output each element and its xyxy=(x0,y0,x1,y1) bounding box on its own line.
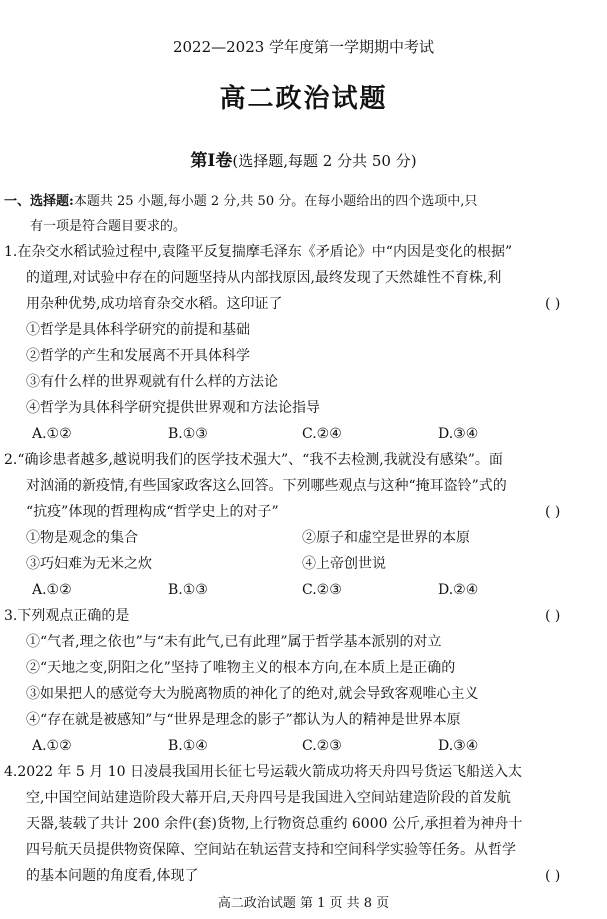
statement: ②哲学的产生和发展离不开具体科学 xyxy=(26,348,250,364)
question-text-line: 3.下列观点正确的是 xyxy=(4,608,130,624)
exam-subtitle: 2022—2023 学年度第一学期期中考试 xyxy=(172,38,435,56)
option-d: D.②④ xyxy=(438,582,479,598)
section-title: 第Ⅰ卷 xyxy=(190,151,233,171)
instruction-label: 一、选择题: xyxy=(4,194,74,209)
statement: ②原子和虚空是世界的本原 xyxy=(302,530,470,546)
instruction-text-1: 本题共 25 小题,每小题 2 分,共 50 分。在每小题给出的四个选项中,只 xyxy=(73,194,478,209)
page-footer: 高二政治试题 第 1 页 共 8 页 xyxy=(217,896,390,911)
section-note: (选择题,每题 2 分共 50 分) xyxy=(232,152,417,170)
answer-blank: ( ) xyxy=(545,868,561,884)
question-text-line: 2.“确诊患者越多,越说明我们的医学技术强大”、“我不去检测,我就没有感染”。面 xyxy=(4,452,503,468)
section-heading xyxy=(0,150,607,172)
option-c: C.②④ xyxy=(302,426,342,442)
statement: ④哲学为具体科学研究提供世界观和方法论指导 xyxy=(26,400,320,416)
statement: ②“天地之变,阴阳之化”坚持了唯物主义的根本方向,在本质上是正确的 xyxy=(26,660,456,676)
statement: ①物是观念的集合 xyxy=(26,530,138,546)
answer-blank: ( ) xyxy=(545,608,561,624)
statement: ①“气者,理之依也”与“未有此气,已有此理”属于哲学基本派别的对立 xyxy=(26,634,442,650)
option-c: C.②③ xyxy=(302,582,342,598)
statement: ④“存在就是被感知”与“世界是理念的影子”都认为人的精神是世界本原 xyxy=(26,712,461,728)
statement: ③如果把人的感觉夸大为脱离物质的神化了的绝对,就会导致客观唯心主义 xyxy=(26,686,479,702)
option-b: B.①④ xyxy=(168,738,208,754)
option-c: C.②③ xyxy=(302,738,342,754)
option-b: B.①③ xyxy=(168,582,208,598)
question-text-line: 的基本问题的角度看,体现了 xyxy=(26,868,199,884)
question-text-line: 用杂种优势,成功培育杂交水稻。这印证了 xyxy=(26,296,283,312)
question-text-line: 的道理,对试验中存在的问题坚持从内部找原因,最终发现了天然雄性不育株,利 xyxy=(26,270,502,286)
option-d: D.③④ xyxy=(438,426,479,442)
option-b: B.①③ xyxy=(168,426,208,442)
question-text-line: 天器,装载了共计 200 余件(套)货物,上行物资总重约 6000 公斤,承担着为神舟十 xyxy=(26,816,523,832)
question-text-line: 四号航天员提供物资保障、空间站在轨运营支持和空间科学实验等任务。从哲学 xyxy=(26,842,516,858)
statement: ①哲学是具体科学研究的前提和基础 xyxy=(26,322,250,338)
answer-blank: ( ) xyxy=(545,296,561,312)
answer-blank: ( ) xyxy=(545,504,561,520)
instruction-line-1 xyxy=(4,193,477,211)
option-a: A.①② xyxy=(32,426,72,442)
statement: ④上帝创世说 xyxy=(302,556,386,572)
instruction-line-2: 有一项是符合题目要求的。 xyxy=(30,219,187,234)
statement: ③有什么样的世界观就有什么样的方法论 xyxy=(26,374,278,390)
question-text-line: 空,中国空间站建造阶段大幕开启,天舟四号是我国进入空间站建造阶段的首发航 xyxy=(26,790,511,806)
question-text-line: “抗疫”体现的哲理构成“哲学史上的对子” xyxy=(26,504,279,520)
option-a: A.①② xyxy=(32,738,72,754)
question-text-line: 4.2022 年 5 月 10 日凌晨我国用长征七号运载火箭成功将天舟四号货运飞船送入太 xyxy=(4,764,522,780)
option-d: D.③④ xyxy=(438,738,479,754)
option-a: A.①② xyxy=(32,582,72,598)
statement: ③巧妇难为无米之炊 xyxy=(26,556,152,572)
exam-title: 高二政治试题 xyxy=(219,84,388,114)
question-text-line: 对汹涌的新疫情,有些国家政客这么回答。下列哪些观点与这种“掩耳盗铃”式的 xyxy=(26,478,507,494)
question-text-line: 1.在杂交水稻试验过程中,袁隆平反复揣摩毛泽东《矛盾论》中“内因是变化的根据” xyxy=(4,244,513,260)
